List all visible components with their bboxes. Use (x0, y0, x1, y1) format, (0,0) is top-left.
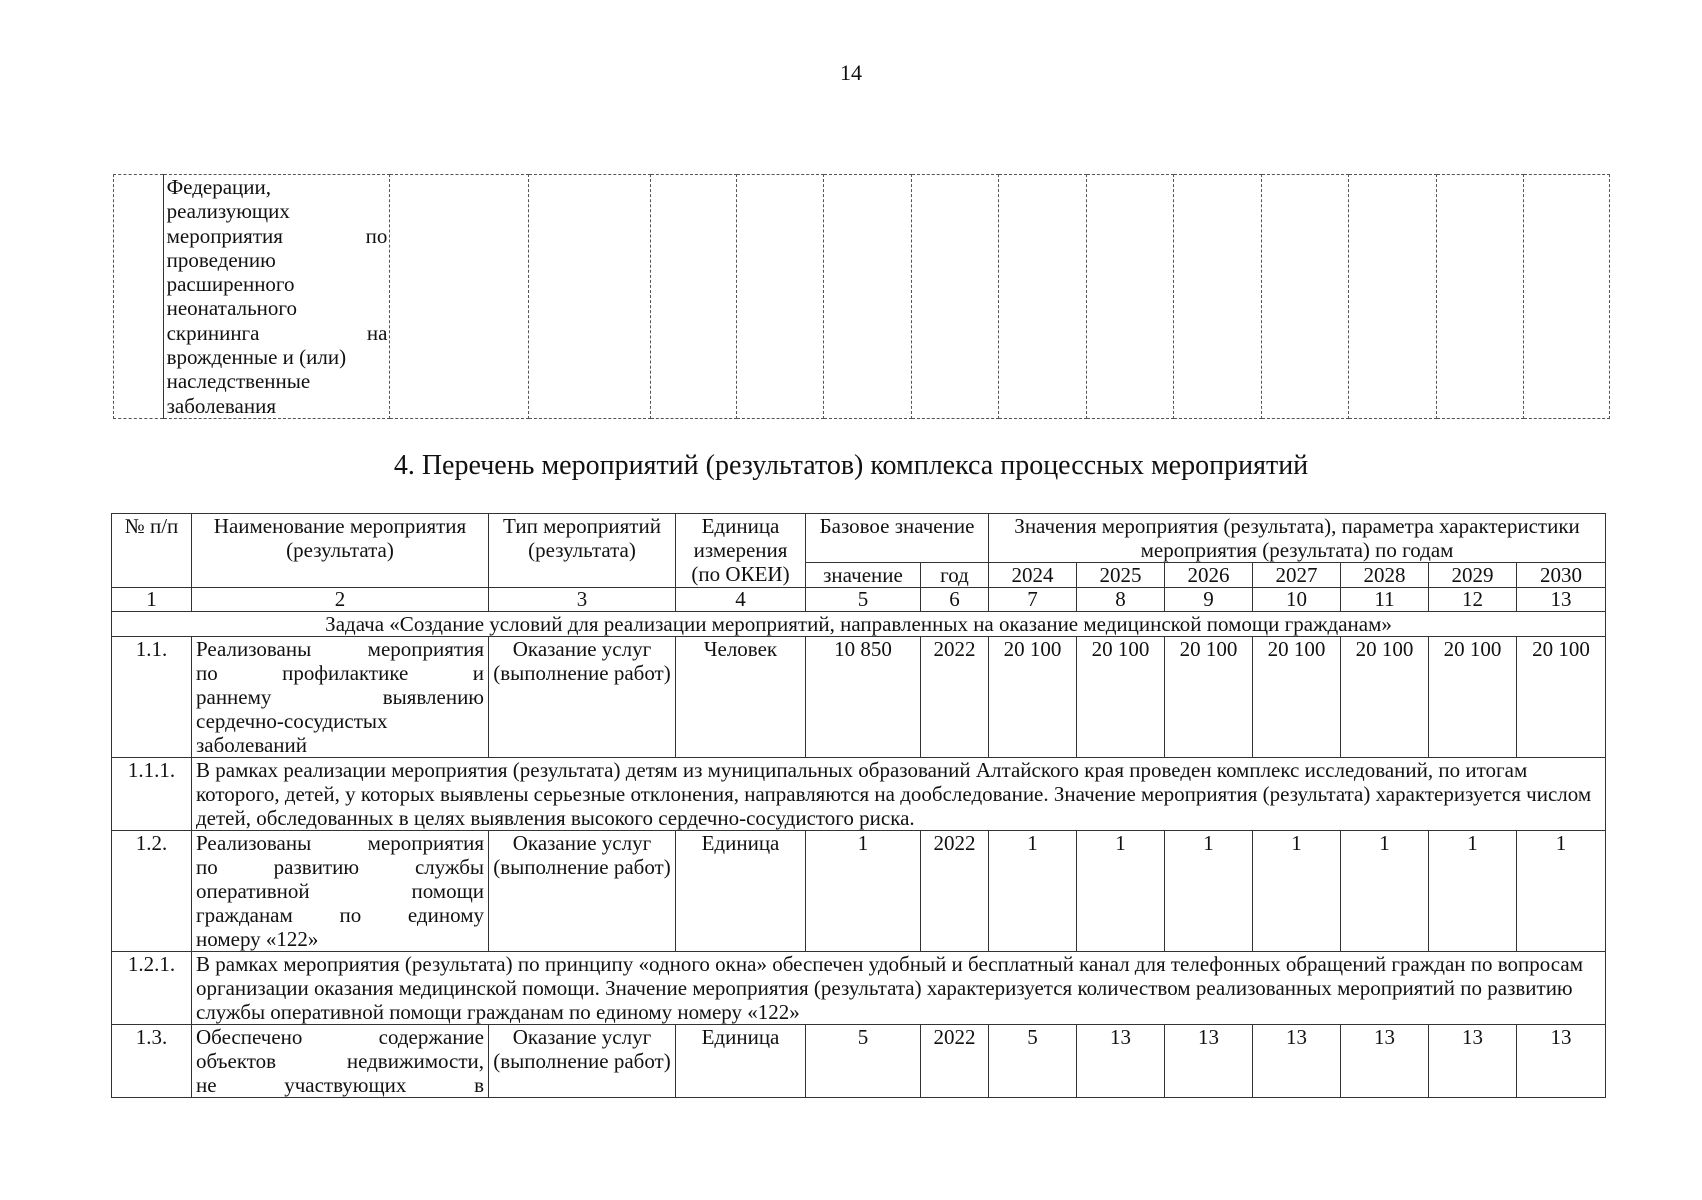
row-name-line: Реализованы мероприятия (196, 637, 484, 661)
header-base-value: значение (806, 563, 921, 588)
row-name-line: по профилактике и (196, 661, 484, 685)
column-number: 6 (921, 588, 989, 612)
description-row (112, 952, 1606, 1025)
row-name-line: Реализованы мероприятия (196, 831, 484, 855)
row-year-value: 1 (1341, 831, 1429, 952)
row-year-value: 1 (1165, 831, 1253, 952)
row-year-value: 13 (1429, 1025, 1517, 1098)
row-type: Оказание услуг (выполнение работ) (489, 637, 676, 758)
row-year-value: 1 (1253, 831, 1341, 952)
measure-row (112, 637, 1606, 758)
header-num: № п/п (112, 514, 192, 588)
row-year-value: 20 100 (1253, 637, 1341, 758)
column-number: 9 (1165, 588, 1253, 612)
row-description: В рамках реализации мероприятия (результата) детям из муниципальных образований Алтайского края проведен комплекс исследований, по итогам которого, детей, у которых выявлены серьезные отклонения, направляются на дообследование. Значение мероприятия (результата) характеризуется числом детей, обследованных в целях выявления высокого сердечно-сосудистого риска. (192, 758, 1606, 831)
header-year: 2026 (1165, 563, 1253, 588)
header-type: Тип мероприятий (результата) (489, 514, 676, 588)
continuation-num-cell (114, 175, 164, 419)
row-year-value: 20 100 (1165, 637, 1253, 758)
row-base-year: 2022 (921, 1025, 989, 1098)
continuation-line: заболевания (166, 393, 276, 418)
column-number: 7 (989, 588, 1077, 612)
row-name-line: Обеспечено содержание (196, 1025, 484, 1049)
column-number: 4 (676, 588, 806, 612)
continuation-line: скрининга на (166, 320, 388, 345)
row-base-value: 10 850 (806, 637, 921, 758)
column-number: 11 (1341, 588, 1429, 612)
header-base-year: год (921, 563, 989, 588)
row-base-year: 2022 (921, 831, 989, 952)
continuation-line: мероприятия по (166, 223, 388, 248)
row-year-value: 13 (1165, 1025, 1253, 1098)
column-numbers-row (112, 588, 1606, 612)
page-number: 14 (840, 60, 862, 85)
continuation-line: реализующих (166, 199, 290, 224)
row-unit: Единица (676, 831, 806, 952)
column-number: 12 (1429, 588, 1517, 612)
column-number: 8 (1077, 588, 1165, 612)
row-description: В рамках мероприятия (результата) по принципу «одного окна» обеспечен удобный и бесплатный канал для телефонных обращений граждан по вопросам организации оказания медицинской помощи. Значение мероприятия (результата) характеризуется количеством реализованных мероприятий по развитию службы оперативной помощи гражданам по единому номеру «122» (192, 952, 1606, 1025)
row-year-value: 20 100 (1077, 637, 1165, 758)
row-base-year: 2022 (921, 637, 989, 758)
column-number: 1 (112, 588, 192, 612)
row-name-line: не участвующих в (196, 1073, 484, 1097)
row-name (192, 831, 489, 952)
row-base-value: 1 (806, 831, 921, 952)
row-year-value: 1 (1429, 831, 1517, 952)
row-number: 1.1.1. (112, 758, 192, 831)
continuation-line: расширенного (166, 272, 295, 297)
column-number: 5 (806, 588, 921, 612)
measure-row (112, 1025, 1606, 1098)
row-year-value: 1 (1517, 831, 1606, 952)
row-number: 1.2. (112, 831, 192, 952)
row-name-line: оперативной помощи (196, 879, 484, 903)
task-cell: Задача «Создание условий для реализации мероприятий, направленных на оказание медицинской помощи гражданам» (112, 612, 1606, 637)
row-name-line: номеру «122» (196, 927, 319, 951)
row-number: 1.3. (112, 1025, 192, 1098)
section-title: 4. Перечень мероприятий (результатов) комплекса процессных мероприятий (393, 450, 1309, 481)
row-year-value: 20 100 (1517, 637, 1606, 758)
row-name-line: гражданам по единому (196, 903, 484, 927)
row-name-line: заболеваний (196, 733, 307, 757)
column-number: 13 (1517, 588, 1606, 612)
continuation-line: Федерации, (166, 175, 272, 199)
column-number: 2 (192, 588, 489, 612)
continuation-name-cell (163, 175, 390, 419)
row-year-value: 13 (1077, 1025, 1165, 1098)
row-base-value: 5 (806, 1025, 921, 1098)
row-number: 1.2.1. (112, 952, 192, 1025)
row-number: 1.1. (112, 637, 192, 758)
description-row (112, 758, 1606, 831)
row-name-line: объектов недвижимости, (196, 1049, 484, 1073)
header-values: Значения мероприятия (результата), параметра характеристики мероприятия (результата) по годам (989, 514, 1606, 563)
continuation-line: неонатального (166, 296, 297, 321)
row-unit: Единица (676, 1025, 806, 1098)
row-year-value: 20 100 (1341, 637, 1429, 758)
row-name-line: по развитию службы (196, 855, 484, 879)
header-year: 2028 (1341, 563, 1429, 588)
header-year: 2027 (1253, 563, 1341, 588)
header-year: 2025 (1077, 563, 1165, 588)
continuation-line: врожденные и (или) (166, 345, 347, 370)
row-year-value: 13 (1517, 1025, 1606, 1098)
continuation-table (113, 174, 1610, 419)
row-name-line: раннему выявлению (196, 685, 484, 709)
row-year-value: 13 (1341, 1025, 1429, 1098)
row-year-value: 20 100 (1429, 637, 1517, 758)
header-year: 2024 (989, 563, 1077, 588)
row-year-value: 13 (1253, 1025, 1341, 1098)
continuation-line: проведению (166, 247, 276, 272)
row-name (192, 637, 489, 758)
row-year-value: 1 (1077, 831, 1165, 952)
row-name (192, 1025, 489, 1098)
row-year-value: 5 (989, 1025, 1077, 1098)
row-year-value: 20 100 (989, 637, 1077, 758)
header-year: 2030 (1517, 563, 1606, 588)
row-year-value: 1 (989, 831, 1077, 952)
header-year: 2029 (1429, 563, 1517, 588)
row-type: Оказание услуг (выполнение работ) (489, 831, 676, 952)
header-base: Базовое значение (806, 514, 989, 563)
measure-row (112, 831, 1606, 952)
continuation-line: наследственные (166, 369, 311, 394)
row-type: Оказание услуг (выполнение работ) (489, 1025, 676, 1098)
row-unit: Человек (676, 637, 806, 758)
measures-table (111, 513, 1606, 1098)
header-name: Наименование мероприятия (результата) (192, 514, 489, 588)
column-number: 3 (489, 588, 676, 612)
column-number: 10 (1253, 588, 1341, 612)
header-unit: Единица измерения (по ОКЕИ) (676, 514, 806, 588)
task-row (112, 612, 1606, 637)
row-name-line: сердечно-сосудистых (196, 709, 388, 733)
